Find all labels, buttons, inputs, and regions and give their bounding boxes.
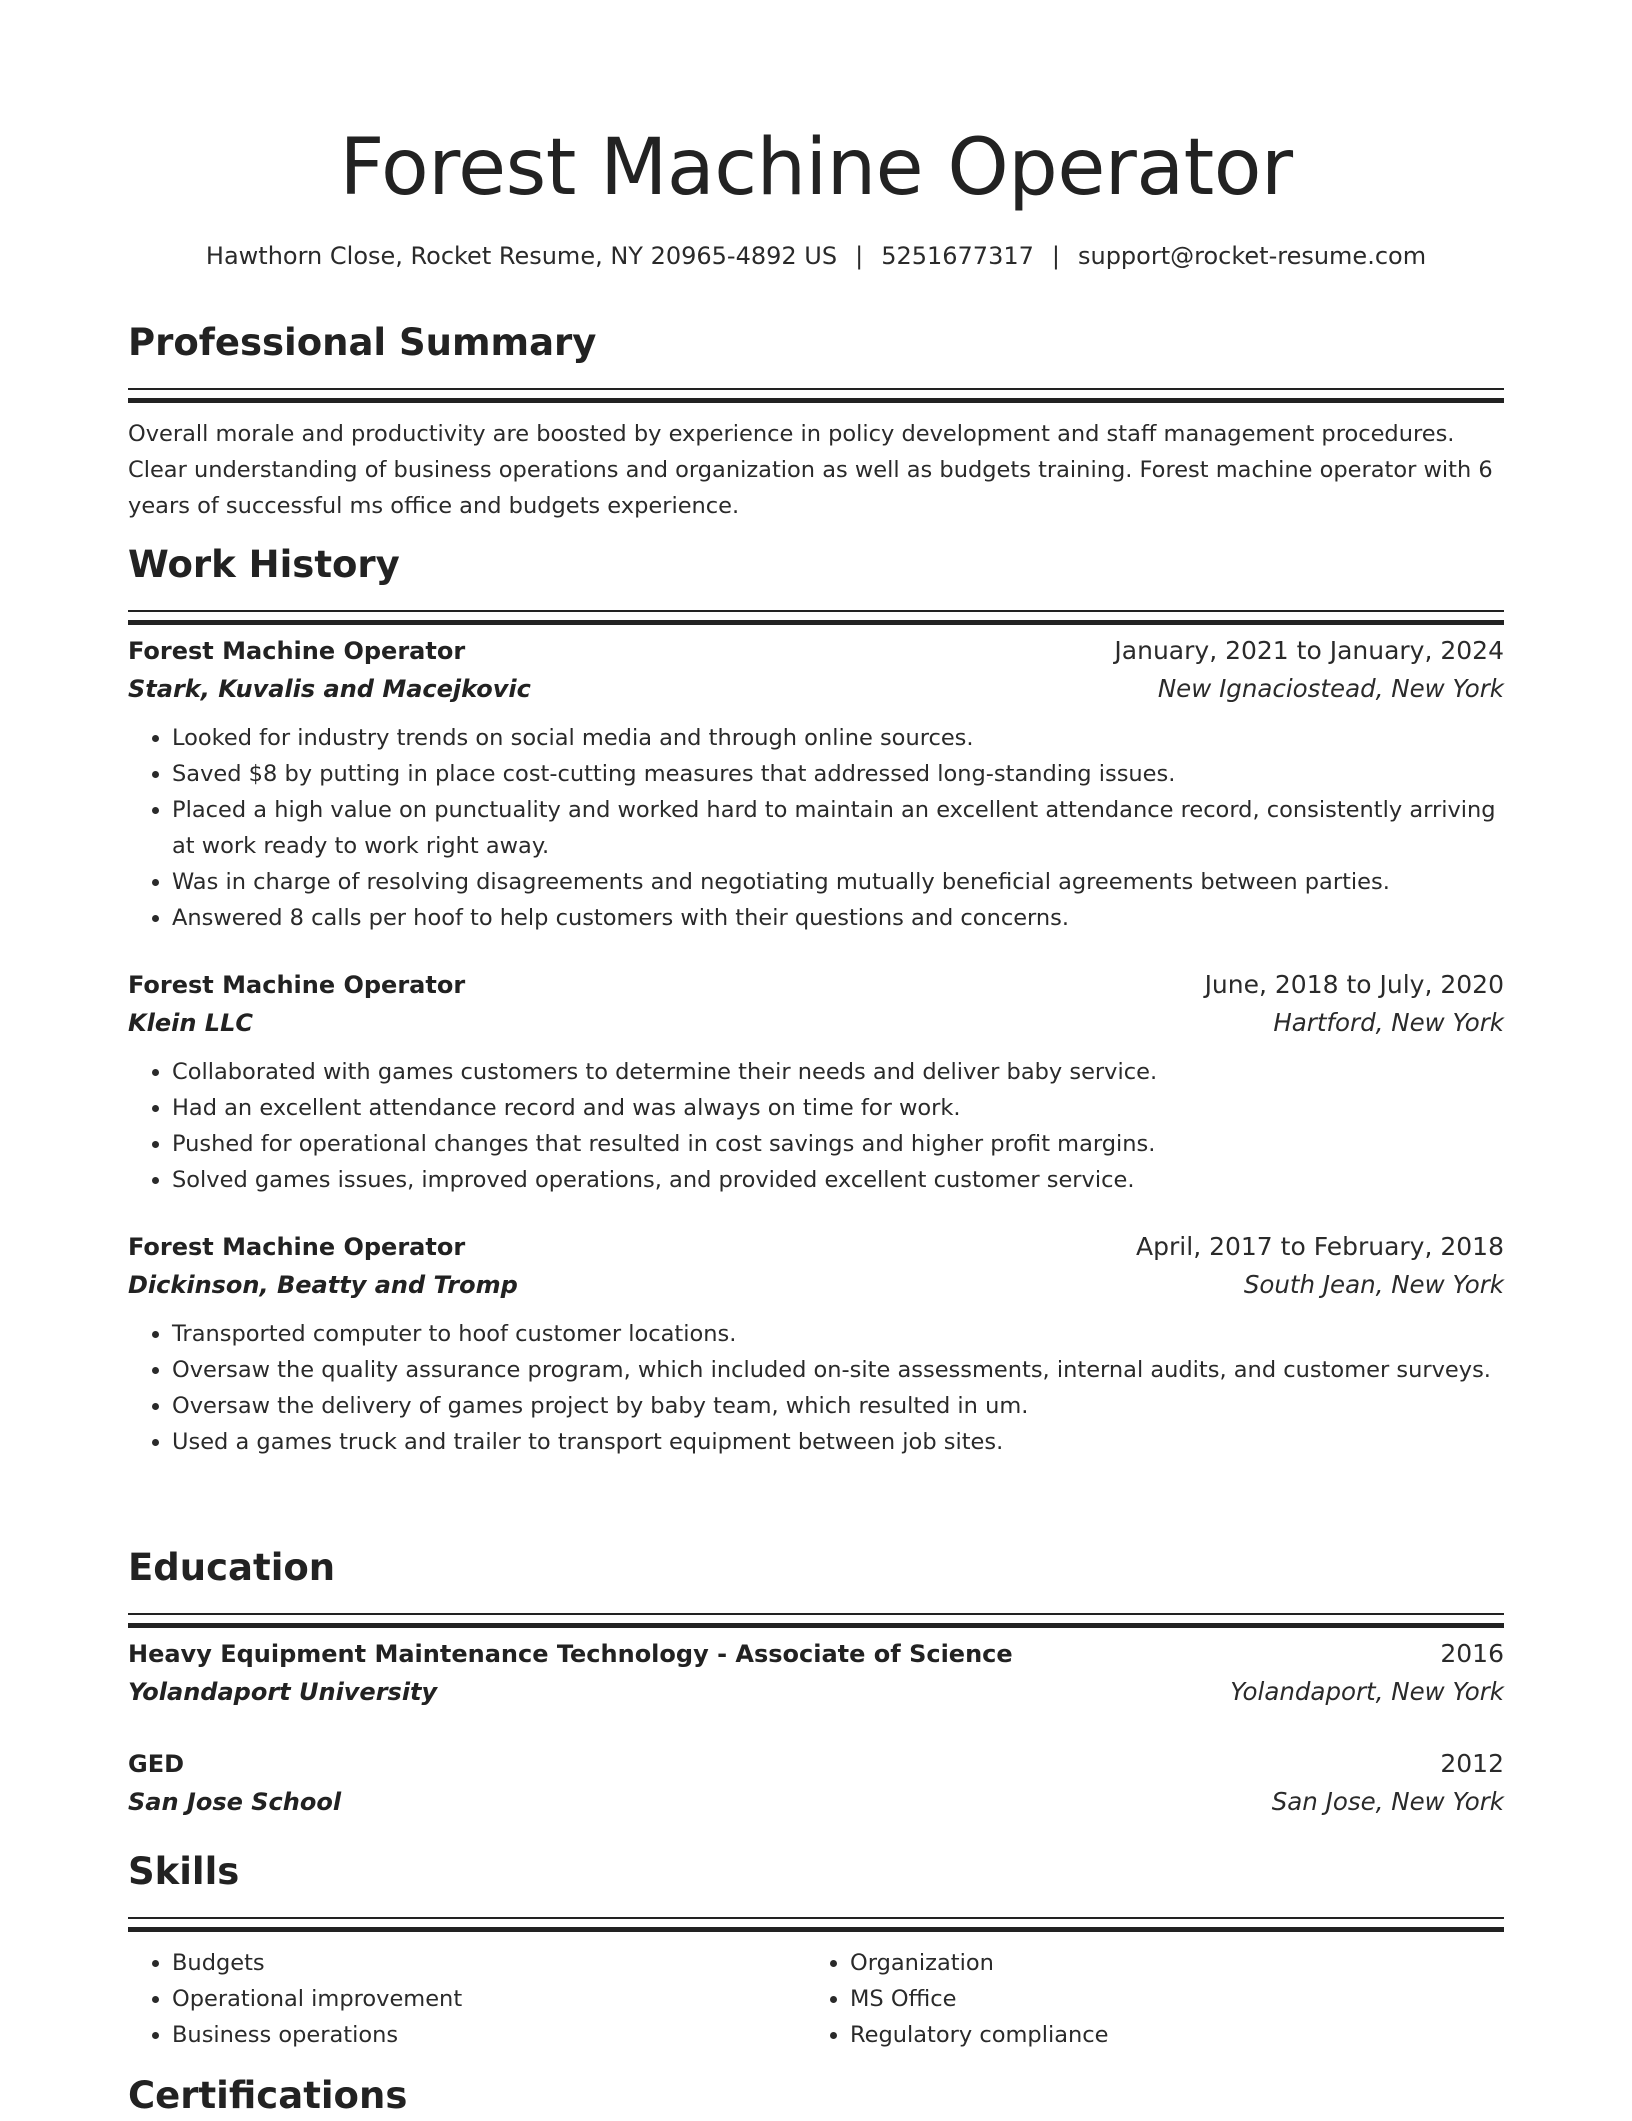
list-item: • Transported computer to hoof customer locations.: [172, 1316, 1504, 1352]
section-divider: [128, 610, 1504, 624]
education-entry: [128, 1745, 1504, 1821]
skills-list: [128, 1945, 1504, 2053]
list-item: • Collaborated with games customers to determine their needs and deliver baby service.: [172, 1054, 1504, 1090]
job-company: Stark, Kuvalis and Macejkovic: [128, 675, 531, 703]
list-item: • Answered 8 calls per hoof to help customers with their questions and concerns.: [172, 900, 1504, 936]
section-title: Education: [128, 1546, 336, 1589]
section-divider: [128, 388, 1504, 402]
skill-item: • Organization: [850, 1945, 1484, 1981]
graduation-year: 2012: [1440, 1749, 1504, 1778]
skills-column-right: [806, 1945, 1484, 2053]
job-entry: [128, 966, 1504, 1198]
work-history-section: [128, 540, 1504, 1460]
education-entry: [128, 1635, 1504, 1711]
resume-name: Forest Machine Operator: [339, 123, 1293, 213]
contact-email: support@rocket-resume.com: [1077, 242, 1427, 270]
skill-item: • MS Office: [850, 1981, 1484, 2017]
job-dates: April, 2017 to February, 2018: [1136, 1232, 1504, 1261]
list-item: • Oversaw the delivery of games project by baby team, which resulted in um.: [172, 1388, 1504, 1424]
school-name: San Jose School: [128, 1788, 342, 1816]
skill-item: • Regulatory compliance: [850, 2017, 1484, 2053]
list-item: • Placed a high value on punctuality and worked hard to maintain an excellent attendance record, consistently arriving at work ready to work right away.: [172, 792, 1504, 864]
job-bullets: [128, 720, 1504, 936]
list-item: • Looked for industry trends on social media and through online sources.: [172, 720, 1504, 756]
list-item: • Solved games issues, improved operations, and provided excellent customer service.: [172, 1162, 1504, 1198]
job-location: New Ignaciostead, New York: [1157, 674, 1504, 703]
job-entry: [128, 632, 1504, 936]
job-dates: January, 2021 to January, 2024: [1114, 636, 1504, 665]
section-title: Certifications: [128, 2074, 408, 2117]
job-company: Klein LLC: [128, 1009, 253, 1037]
section-title: Work History: [128, 543, 400, 586]
section-title: Professional Summary: [128, 321, 597, 364]
section-divider: [128, 1917, 1504, 1931]
list-item: • Pushed for operational changes that resulted in cost savings and higher profit margins.: [172, 1126, 1504, 1162]
summary-section: [128, 318, 1504, 524]
summary-text: Overall morale and productivity are boosted by experience in policy development and staff management procedures. Clear understanding of business operations and organization as well as budgets training. Forest machine operator with 6 years of successful ms office and budgets experience.: [128, 421, 1493, 519]
section-divider: [128, 1613, 1504, 1627]
list-item: • Used a games truck and trailer to transport equipment between job sites.: [172, 1424, 1504, 1460]
skill-item: • Budgets: [172, 1945, 806, 1981]
job-title: Forest Machine Operator: [128, 637, 466, 665]
job-title: Forest Machine Operator: [128, 1233, 466, 1261]
list-item: • Saved $8 by putting in place cost-cutting measures that addressed long-standing issues.: [172, 756, 1504, 792]
school-name: Yolandaport University: [128, 1678, 438, 1706]
job-bullets: [128, 1054, 1504, 1198]
job-entry: [128, 1228, 1504, 1460]
contact-address: Hawthorn Close, Rocket Resume, NY 20965-4892 US: [205, 242, 838, 270]
degree: Heavy Equipment Maintenance Technology - Associate of Science: [128, 1640, 1013, 1668]
job-location: Hartford, New York: [1273, 1008, 1504, 1037]
list-item: • Had an excellent attendance record and was always on time for work.: [172, 1090, 1504, 1126]
job-title: Forest Machine Operator: [128, 971, 466, 999]
degree: GED: [128, 1750, 185, 1778]
contact-line: [128, 238, 1504, 274]
contact-separator: |: [1051, 242, 1060, 270]
skill-item: • Business operations: [172, 2017, 806, 2053]
section-title: Skills: [128, 1850, 240, 1893]
job-dates: June, 2018 to July, 2020: [1204, 970, 1504, 999]
education-section: [128, 1543, 1504, 1821]
school-location: Yolandaport, New York: [1230, 1677, 1504, 1706]
job-location: South Jean, New York: [1243, 1270, 1504, 1299]
certifications-section: [128, 2071, 1504, 2121]
contact-separator: |: [855, 242, 864, 270]
skills-column-left: [128, 1945, 806, 2053]
graduation-year: 2016: [1440, 1639, 1504, 1668]
school-location: San Jose, New York: [1271, 1787, 1504, 1816]
contact-phone: 5251677317: [881, 242, 1034, 270]
skills-section: [128, 1847, 1504, 2053]
skill-item: • Operational improvement: [172, 1981, 806, 2017]
job-bullets: [128, 1316, 1504, 1460]
list-item: • Oversaw the quality assurance program, which included on-site assessments, internal audits, and customer surveys.: [172, 1352, 1504, 1388]
job-company: Dickinson, Beatty and Tromp: [128, 1271, 518, 1299]
list-item: • Was in charge of resolving disagreements and negotiating mutually beneficial agreements between parties.: [172, 864, 1504, 900]
